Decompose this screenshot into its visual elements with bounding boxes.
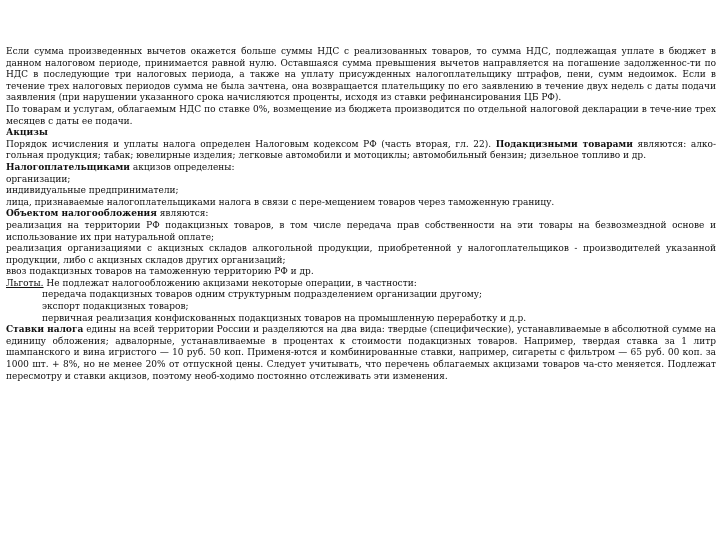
term-taxpayers: Налогоплательщиками (6, 162, 130, 173)
paragraph-taxpayers (6, 163, 716, 175)
term-taxable-object: Объектом налогообложения (6, 209, 157, 220)
list-item-organizations: организации; (6, 174, 71, 185)
list-item-customs-persons: лица, признаваемые налогоплательщиками налога в связи с пере-мещением товаров через таможенную границу. (6, 197, 555, 208)
paragraph-benefits (6, 279, 716, 291)
taxable-object-text: являются: (156, 209, 209, 220)
tax-rates-text: едины на всей территории России и разделяются на два вида: твердые (специфические), устанавливаемые в абсолютной сумме на единицу обложения; адвалорные, устанавливаемые в процентах к стоимости подакцизных товаров. Например, твердая ставка за 1 литр шампанского и вина игристого — 10 руб. 50 коп. Применя-ются и комбинированные ставки, например, сигареты с фильтром — 65 руб. 00 коп. за 1000 шт. + 8%, но не менее 20% от отпускной цены. Следует учитывать, что перечень облагаемых акцизами товаров ча-сто меняется. Подлежат пересмотру и ставки акцизов, поэтому необ-ходимо постоянно отслеживать эти изменения. (6, 325, 716, 382)
list-item-entrepreneurs: индивидуальные предприниматели; (6, 186, 179, 197)
paragraph-excise-order (6, 140, 716, 163)
taxpayers-text: акцизов определены: (129, 162, 235, 173)
excise-goods-list: являются: алко-гольная продукция; табак; ювелирные изделия; легковые автомобили и мотоциклы; автомобильный бензин; дизельное топливо и др. (6, 139, 716, 162)
document-body (6, 47, 716, 383)
term-benefits: Льготы. (6, 278, 44, 289)
paragraph-taxable-object (6, 209, 716, 221)
list-item-sale-in-russia: реализация на территории РФ подакцизных товаров, в том числе передача прав собственности на эти товары на безвозмездной основе и использование их при натуральной оплате; (6, 220, 716, 243)
section-heading-excise: Акцизы (6, 128, 48, 139)
list-item-export: экспорт подакцизных товаров; (42, 302, 189, 313)
term-tax-rates: Ставки налога (6, 325, 84, 336)
paragraph-tax-rates (6, 325, 716, 383)
paragraph-vat-zero-rate: По товарам и услугам, облагаемым НДС по ставке 0%, возмещение из бюджета производится по отдельной налоговой декларации в тече-ние трех месяцев с даты ее подачи. (6, 104, 716, 127)
excise-order-text: Порядок исчисления и уплаты налога определен Налоговым кодексом РФ (часть вторая, гл. 22). (6, 139, 496, 150)
paragraph-vat-deductions: Если сумма произведенных вычетов окажется больше суммы НДС с реализованных товаров, то сумма НДС, подлежащая уплате в бюджет в данном налоговом периоде, принимается равной нулю. Оставшаяся сумма превышения вычетов направляется на погашение задолженнос-ти по НДС в последующие три налоговых периода, а также на уплату присужденных налогоплательщику штрафов, пени, сумм недоимок. Если в течение трех налоговых периодов сумма не была зачтена, она возвращается плательщику по его заявлению в течение двух недель с даты подачи заявления (при нарушении указанного срока начисляются проценты, исходя из ставки рефинансирования ЦБ РФ). (6, 47, 716, 104)
term-excisable-goods: Подакцизными товарами (495, 139, 633, 150)
benefits-text: Не подлежат налогообложению акцизами некоторые операции, в частности: (43, 278, 417, 289)
list-item-internal-transfer: передача подакцизных товаров одним структурным подразделением организации другому; (42, 290, 483, 301)
list-item-warehouse-sale: реализация организациями с акцизных складов алкогольной продукции, приобретенной у налогоплательщиков - производителей указанной продукции, либо с акцизных складов других организаций; (6, 244, 716, 266)
list-item-confiscated-goods: первичная реализация конфискованных подакцизных товаров на промышленную переработку и д.р. (42, 313, 527, 324)
list-item-import: ввоз подакцизных товаров на таможенную территорию РФ и др. (6, 267, 314, 278)
